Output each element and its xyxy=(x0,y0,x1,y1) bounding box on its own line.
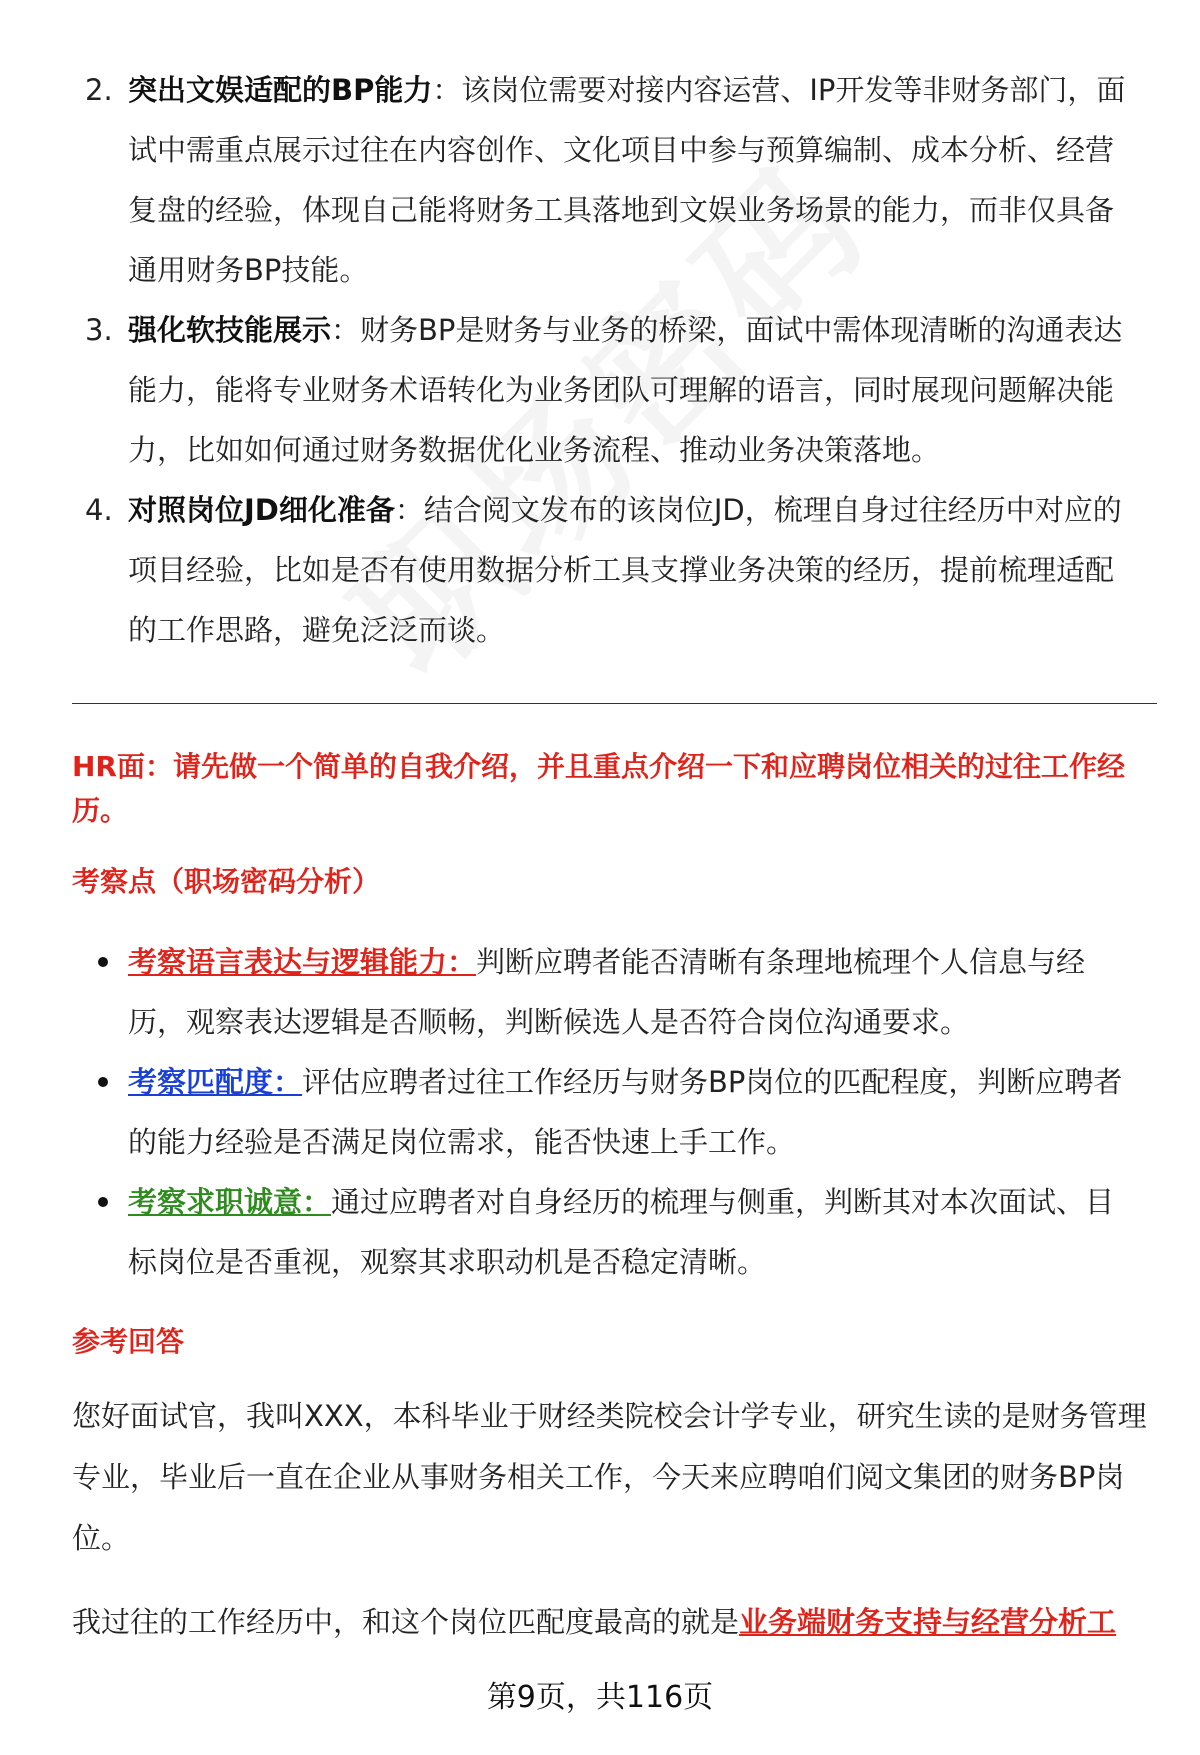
bullet-dot-icon xyxy=(98,1077,108,1087)
numbered-list xyxy=(0,60,1200,660)
bullet-dot-icon xyxy=(98,1197,108,1207)
answer-text: 我过往的工作经历中，和这个岗位匹配度最高的就是 xyxy=(72,1605,740,1639)
bullet-label: 考察求职诚意： xyxy=(128,1185,332,1219)
list-item-body: ：该岗位需要对接内容运营、IP开发等非财务部门，面试中需重点展示过往在内容创作、文化项目中参与预算编制、成本分析、经营复盘的经验，体现自己能将财务工具落地到文娱业务场景的能力，而非仅具备通用财务BP技能。 xyxy=(128,73,1126,287)
list-item xyxy=(0,60,1200,300)
interview-question: HR面：请先做一个简单的自我介绍，并且重点介绍一下和应聘岗位相关的过往工作经历。 xyxy=(72,750,1125,827)
list-item xyxy=(0,300,1200,480)
bullet-label: 考察语言表达与逻辑能力： xyxy=(128,945,477,979)
list-item-number: 2. xyxy=(85,73,113,107)
page-footer: 第9页，共116页 xyxy=(486,1680,714,1715)
list-item-body: ：财务BP是财务与业务的桥梁，面试中需体现清晰的沟通表达能力，能将专业财务术语转化为业务团队可理解的语言，同时展现问题解决能力，比如如何通过财务数据优化业务流程、推动业务决策落地。 xyxy=(128,313,1123,467)
analysis-bullet-list xyxy=(0,932,1200,1292)
bullet-dot-icon xyxy=(98,957,108,967)
answer-paragraph: 您好面试官，我叫XXX，本科毕业于财经类院校会计学专业，研究生读的是财务管理专业，毕业后一直在企业从事财务相关工作，今天来应聘咱们阅文集团的财务BP岗位。 xyxy=(72,1399,1147,1555)
answer-paragraph xyxy=(72,1592,1162,1653)
list-item-number: 3. xyxy=(85,313,113,347)
bullet-body: 通过应聘者对自身经历的梳理与侧重，判断其对本次面试、目标岗位是否重视，观察其求职动机是否稳定清晰。 xyxy=(128,1185,1115,1279)
list-item xyxy=(0,480,1200,660)
bullet-item xyxy=(0,932,1200,1052)
list-item-number: 4. xyxy=(85,493,113,527)
list-item-body: ：结合阅文发布的该岗位JD，梳理自身过往经历中对应的项目经验，比如是否有使用数据分析工具支撑业务决策的经历，提前梳理适配的工作思路，避免泛泛而谈。 xyxy=(128,493,1122,647)
list-item-title: 突出文娱适配的BP能力 xyxy=(128,73,433,107)
bullet-body: 评估应聘者过往工作经历与财务BP岗位的匹配程度，判断应聘者的能力经验是否满足岗位需求，能否快速上手工作。 xyxy=(128,1065,1123,1159)
list-item-title: 强化软技能展示 xyxy=(128,313,332,347)
bullet-item xyxy=(0,1052,1200,1172)
bullet-body: 判断应聘者能否清晰有条理地梳理个人信息与经历，观察表达逻辑是否顺畅，判断候选人是否符合岗位沟通要求。 xyxy=(128,945,1086,1039)
list-item-title: 对照岗位JD细化准备 xyxy=(128,493,395,527)
reference-answer-heading: 参考回答 xyxy=(72,1325,185,1358)
analysis-heading: 考察点（职场密码分析） xyxy=(72,865,381,898)
bullet-item xyxy=(0,1172,1200,1292)
bullet-label: 考察匹配度： xyxy=(128,1065,303,1099)
answer-highlight: 业务端财务支持与经营分析工 xyxy=(739,1605,1117,1639)
section-divider xyxy=(72,703,1157,704)
